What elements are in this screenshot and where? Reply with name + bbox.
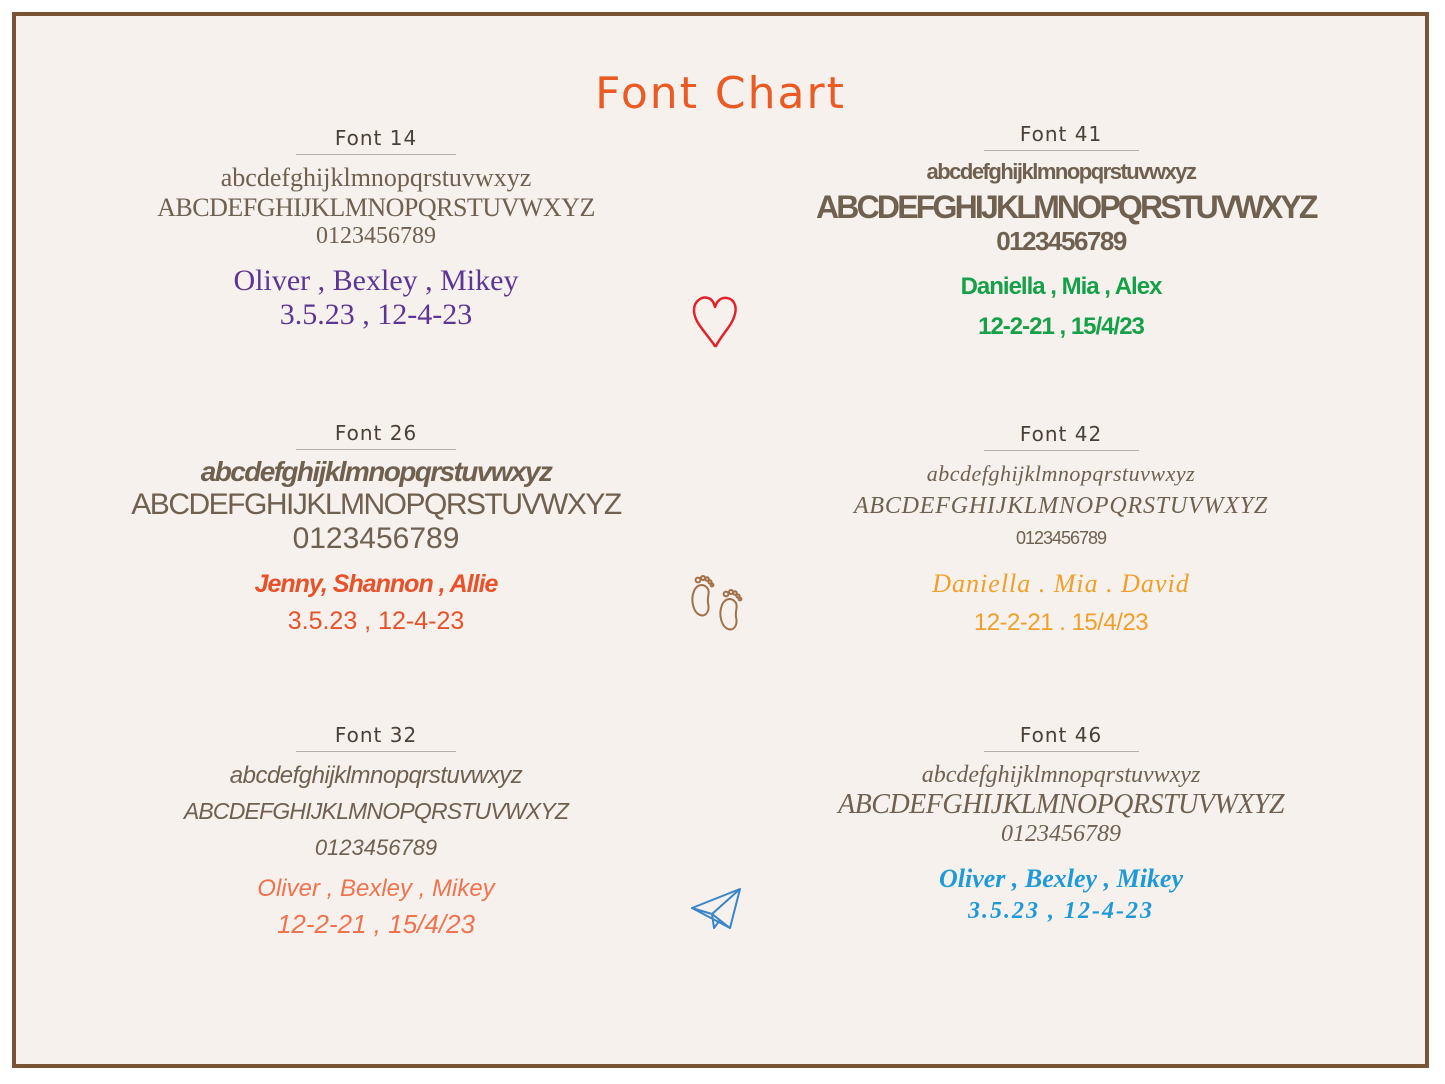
digits-sample: 0123456789 — [1001, 821, 1121, 847]
label-underline — [296, 449, 456, 450]
lowercase-sample: abcdefghijklmnopqrstuvwxyz — [229, 762, 523, 789]
font-sample-font-32 — [126, 723, 626, 940]
page-title: Font Chart — [595, 68, 846, 119]
dates-sample: 12-2-21 , 15/4/23 — [276, 909, 476, 939]
baby-feet-icon — [686, 571, 750, 635]
label-underline — [296, 751, 456, 752]
label-underline — [984, 150, 1139, 151]
dates-sample: 3.5.23 , 12-4-23 — [287, 607, 465, 635]
names-sample: Daniella , Mia , Alex — [960, 273, 1162, 300]
uppercase-sample: ABCDEFGHIJKLMNOPQRSTUVWXYZ — [838, 789, 1284, 820]
label-underline — [984, 450, 1139, 451]
label-underline — [984, 751, 1139, 752]
uppercase-sample: ABCDEFGHIJKLMNOPQRSTUVWXYZ — [183, 798, 569, 824]
dates-sample: 12-2-21 , 15/4/23 — [978, 313, 1144, 340]
label-underline — [296, 154, 456, 155]
names-sample: Jenny, Shannon , Allie — [254, 570, 498, 598]
names-sample: Oliver , Bexley , Mikey — [938, 864, 1184, 893]
lowercase-sample: abcdefghijklmnopqrstuvwxyz — [926, 461, 1196, 486]
lowercase-sample: abcdefghijklmnopqrstuvwxyz — [200, 456, 552, 487]
paper-plane-icon — [690, 886, 744, 932]
chart-frame — [12, 12, 1429, 1068]
font-sample-font-26 — [126, 421, 626, 636]
names-sample: Oliver , Bexley , Mikey — [257, 875, 495, 902]
font-label: Font 41 — [1019, 122, 1103, 146]
lowercase-sample: abcdefghijklmnopqrstuvwxyz — [921, 762, 1201, 788]
uppercase-sample: ABCDEFGHIJKLMNOPQRSTUVWXYZ — [853, 493, 1269, 519]
dates-sample: 12-2-21 . 15/4/23 — [973, 609, 1149, 636]
digits-sample: 0123456789 — [1015, 528, 1107, 548]
names-sample: Oliver , Bexley , Mikey — [233, 264, 519, 297]
font-label: Font 42 — [1019, 422, 1103, 446]
digits-sample: 0123456789 — [292, 522, 460, 555]
font-sample-font-14 — [126, 126, 626, 332]
lowercase-sample: abcdefghijklmnopqrstuvwxyz — [220, 163, 532, 192]
digits-sample: 0123456789 — [316, 223, 436, 249]
font-label: Font 32 — [334, 723, 418, 747]
dates-sample: 3.5.23 , 12-4-23 — [968, 898, 1154, 924]
uppercase-sample: ABCDEFGHIJKLMNOPQRSTUVWXYZ — [157, 193, 595, 222]
font-label: Font 14 — [334, 126, 418, 150]
names-sample: Daniella . Mia . David — [932, 569, 1190, 598]
font-label: Font 26 — [334, 421, 418, 445]
heart-icon — [690, 294, 740, 349]
uppercase-sample: ABCDEFGHIJKLMNOPQRSTUVWXYZ — [816, 189, 1316, 225]
font-sample-font-46 — [816, 723, 1306, 925]
dates-sample: 3.5.23 , 12-4-23 — [279, 298, 473, 331]
digits-sample: 0123456789 — [314, 835, 438, 860]
uppercase-sample: ABCDEFGHIJKLMNOPQRSTUVWXYZ — [131, 488, 621, 521]
digits-sample: 0123456789 — [996, 226, 1126, 256]
font-sample-font-41 — [816, 122, 1316, 341]
lowercase-sample: abcdefghijklmnopqrstuvwxyz — [926, 159, 1196, 184]
font-label: Font 46 — [1019, 723, 1103, 747]
font-sample-font-42 — [816, 422, 1306, 637]
